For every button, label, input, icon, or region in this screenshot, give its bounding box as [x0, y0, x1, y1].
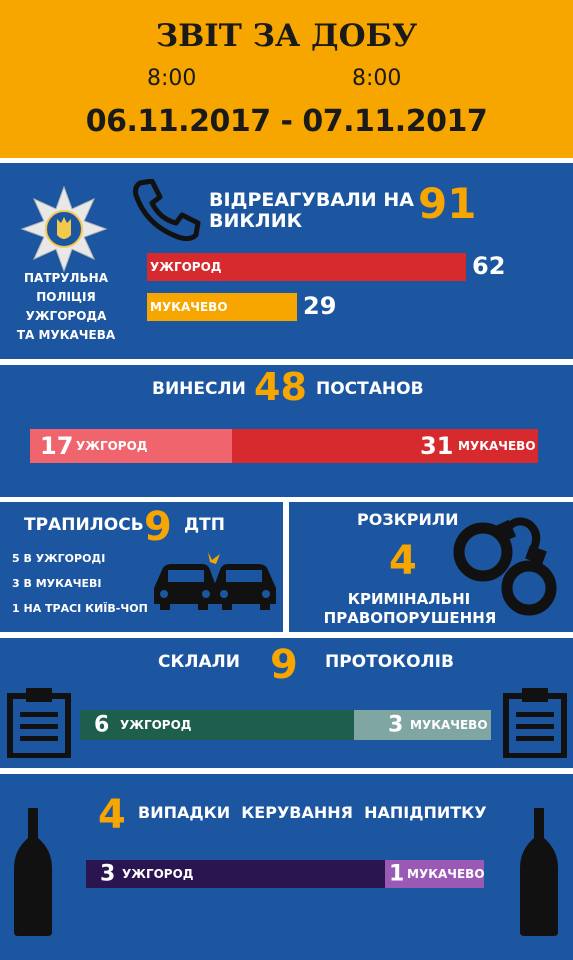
protocols-label-before: СКЛАЛИ — [158, 652, 240, 672]
bar-value: 6 — [94, 712, 110, 738]
police-label-line: ПАТРУЛЬНА — [23, 271, 108, 285]
protocols-bar-mukachevo — [354, 710, 491, 740]
drunk-bar-uzhhorod — [86, 860, 385, 888]
drunk-driving-panel — [0, 774, 573, 960]
police-label-line: ТА МУКАЧЕВА — [16, 328, 116, 342]
bar-label: МУКАЧЕВО — [407, 867, 485, 881]
calls-bar-uzhhorod — [147, 253, 466, 281]
date-range: 06.11.2017 - 07.11.2017 — [85, 104, 488, 139]
clipboard-icon — [502, 686, 568, 758]
accidents-line: 3 В МУКАЧЕВІ — [12, 577, 102, 590]
calls-panel — [0, 163, 573, 359]
calls-bar-mukachevo — [147, 293, 297, 321]
car-crash-icon — [150, 550, 280, 616]
calls-title-line2: ВИКЛИК — [209, 210, 303, 232]
bar-label: УЖГОРОД — [120, 718, 192, 732]
bar-label: УЖГОРОД — [122, 867, 194, 881]
police-label-line: УЖГОРОДА — [25, 309, 107, 323]
accidents-label-after: ДТП — [184, 515, 225, 535]
police-badge-icon — [20, 185, 108, 273]
crimes-panel — [289, 502, 573, 632]
bar-value: 31 — [420, 432, 454, 460]
bottle-icon — [12, 808, 54, 936]
bar-value: 3 — [388, 712, 404, 738]
time-from: 8:00 — [147, 66, 197, 91]
bar-value: 3 — [100, 861, 116, 887]
accidents-label-before: ТРАПИЛОСЬ — [24, 515, 144, 535]
resolutions-label-after: ПОСТАНОВ — [316, 379, 424, 399]
resolutions-bar-uzhhorod — [30, 429, 232, 463]
crimes-label-top: РОЗКРИЛИ — [357, 510, 459, 529]
resolutions-panel — [0, 365, 573, 497]
crimes-label-line1: КРИМІНАЛЬНІ — [347, 590, 471, 608]
calls-value-uzhhorod: 62 — [472, 252, 506, 280]
calls-title: ВІДРЕАГУВАЛИ НА — [209, 189, 414, 211]
protocols-panel — [0, 638, 573, 768]
resolutions-label-before: ВИНЕСЛИ — [152, 379, 246, 399]
accidents-line: 1 НА ТРАСІ КИЇВ-ЧОП — [12, 602, 148, 615]
drunk-bar-mukachevo — [385, 860, 484, 888]
bar-label: МУКАЧЕВО — [458, 439, 536, 453]
clipboard-icon — [6, 686, 72, 758]
accidents-total: 9 — [144, 504, 172, 550]
resolutions-total: 48 — [254, 365, 307, 409]
accidents-panel — [0, 502, 283, 632]
police-label-line: ПОЛІЦІЯ — [36, 290, 96, 304]
crimes-total: 4 — [389, 538, 417, 584]
page-title: ЗВІТ ЗА ДОБУ — [155, 18, 418, 54]
bar-label: МУКАЧЕВО — [410, 718, 488, 732]
bar-label: МУКАЧЕВО — [150, 300, 228, 314]
resolutions-bar-mukachevo — [232, 429, 538, 463]
protocols-bar-uzhhorod — [80, 710, 354, 740]
bar-label: УЖГОРОД — [150, 260, 222, 274]
drunk-total: 4 — [98, 792, 126, 838]
bar-value: 17 — [40, 432, 74, 460]
bottle-icon — [518, 808, 560, 936]
report-header — [0, 0, 573, 158]
calls-value-mukachevo: 29 — [303, 292, 337, 320]
bar-value: 1 — [389, 861, 405, 887]
crimes-label-line2: ПРАВОПОРУШЕННЯ — [323, 609, 497, 627]
police-label — [0, 269, 132, 345]
drunk-label: ВИПАДКИ КЕРУВАННЯ НАПІДПИТКУ — [138, 803, 487, 822]
bar-label: УЖГОРОД — [76, 439, 148, 453]
time-to: 8:00 — [352, 66, 402, 91]
handcuffs-icon — [449, 510, 565, 620]
protocols-total: 9 — [270, 642, 298, 688]
calls-total: 91 — [418, 179, 477, 228]
protocols-label-after: ПРОТОКОЛІВ — [325, 652, 454, 672]
accidents-line: 5 В УЖГОРОДІ — [12, 552, 106, 565]
phone-icon — [132, 179, 202, 241]
